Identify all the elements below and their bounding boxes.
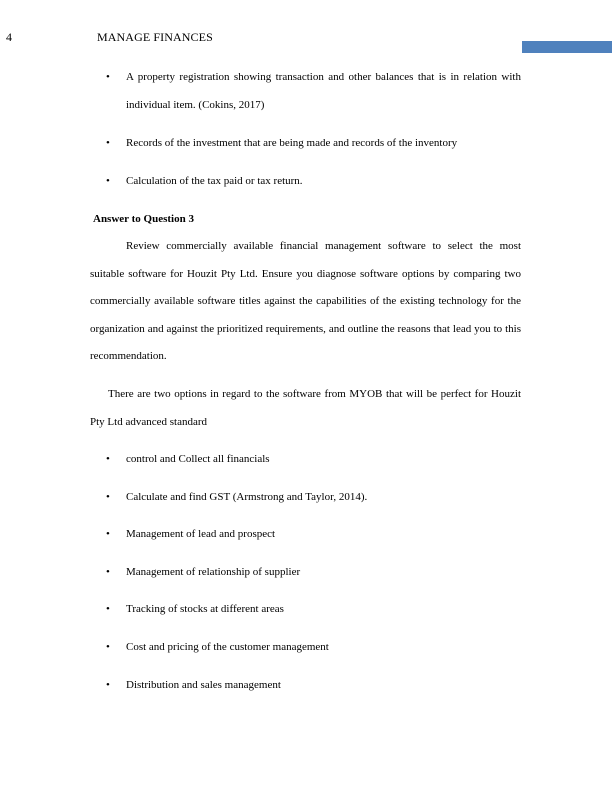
intro-paragraph	[90, 381, 521, 436]
list-item	[106, 672, 521, 700]
list-item-text: control and Collect all financials	[126, 453, 270, 465]
list-item-text: Management of lead and prospect	[126, 528, 276, 540]
list-item	[106, 64, 521, 119]
section-heading: Answer to Question 3	[93, 213, 194, 225]
list-item-text: Records of the investment that are being made and records of the inventory	[126, 137, 458, 149]
list-item	[106, 484, 521, 512]
list-item-text: Distribution and sales management	[126, 679, 281, 691]
list-item	[106, 521, 521, 549]
list-item	[106, 130, 521, 158]
bullet-icon: •	[106, 566, 110, 578]
intro-text: There are two options in regard to the software from MYOB that will be perfect for Houzit Pty Ltd advanced standard	[90, 388, 521, 428]
question-paragraph	[90, 233, 521, 371]
list-item-text: A property registration showing transaction and other balances that is in relation with individual item. (Cokins, 2017)	[126, 71, 521, 111]
bullet-icon: •	[106, 453, 110, 465]
list-item	[106, 634, 521, 662]
bullet-icon: •	[106, 137, 110, 149]
bullet-icon: •	[106, 641, 110, 653]
bullet-icon: •	[106, 679, 110, 691]
running-head: MANAGE FINANCES	[97, 30, 213, 44]
list-item-text: Cost and pricing of the customer management	[126, 641, 329, 653]
bullet-icon: •	[106, 603, 110, 615]
list-item-text: Calculation of the tax paid or tax return.	[126, 175, 303, 187]
list-item	[106, 446, 521, 474]
bullet-icon: •	[106, 71, 110, 83]
list-item	[106, 596, 521, 624]
list-item-text: Calculate and find GST (Armstrong and Taylor, 2014).	[126, 491, 368, 503]
bullet-icon: •	[106, 528, 110, 540]
bullet-icon: •	[106, 491, 110, 503]
list-item-text: Management of relationship of supplier	[126, 566, 301, 578]
question-text: Review commercially available financial management software to select the most suitable software for Houzit Pty Ltd. Ensure you diagnose software options by comparing two commercially available software titles against the capabilities of the existing technology for the organization and against the prioritized requirements, and outline the reasons that lead you to this recommendation.	[90, 240, 521, 363]
list-item	[106, 559, 521, 587]
page-number: 4	[6, 30, 12, 44]
list-item	[106, 168, 521, 196]
bullet-icon: •	[106, 175, 110, 187]
list-item-text: Tracking of stocks at different areas	[126, 603, 284, 615]
header-accent-bar	[522, 41, 612, 53]
